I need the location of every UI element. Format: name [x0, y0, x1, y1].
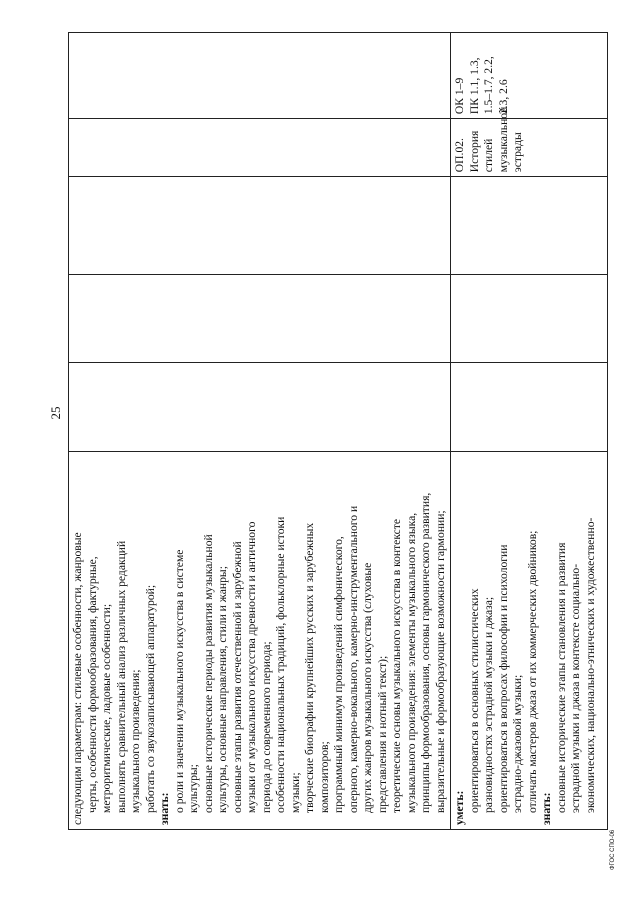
- content-line: черты, особенности формообразования, фактурные,: [85, 556, 99, 813]
- content-line: знать:: [540, 792, 553, 825]
- table-row: [451, 33, 608, 830]
- content-line: эстрадно-джазовой музыки;: [511, 674, 524, 813]
- content-cell: [69, 451, 451, 829]
- competency-cell: [69, 33, 451, 119]
- competency-cell: ОК 1–9 ПК 1.1, 1.3, 1.5–1.7, 2.2, 2.3, 2.6: [451, 33, 608, 119]
- content-line: основные исторические периоды развития музыкальной: [201, 534, 215, 813]
- content-line: ориентироваться в основных стилистических: [467, 588, 481, 813]
- content-line: культуры, основные направления, стили и жанры;: [216, 566, 229, 813]
- content-line: разновидностях эстрадной музыки и джаза;: [482, 596, 495, 813]
- content-line: особенности национальных традиций, фольклорные истоки: [274, 516, 287, 813]
- content-line: экономических, национально-этнических и художественно-: [583, 517, 597, 813]
- content-line: музыкального произведения;: [129, 669, 142, 813]
- empty-cell: [451, 177, 608, 275]
- content-line: принципы формообразования, основы гармонического развития,: [419, 492, 432, 813]
- content-line: ориентироваться в вопросах философии и психологии: [496, 544, 510, 813]
- content-line: уметь:: [453, 790, 466, 825]
- content-line: других жанров музыкального искусства (слуховые: [361, 562, 374, 813]
- content-line: творческие биографии крупнейших русских и зарубежных: [303, 522, 316, 813]
- content-line: метроритмические, ладовые особенности;: [100, 603, 113, 813]
- empty-cell: [69, 119, 451, 177]
- table-row: [69, 33, 451, 830]
- empty-cell: [451, 275, 608, 363]
- content-line: следующим параметрам: стилевые особенности, жанровые: [71, 532, 84, 825]
- content-line: музыки;: [288, 772, 302, 813]
- content-line: оперного, камерно-вокального, камерно-инструментального и: [346, 505, 360, 813]
- content-line: музыки от музыкального искусства древности и античного: [245, 521, 258, 813]
- content-line: работать со звукозаписывающей аппаратурой;: [143, 584, 157, 813]
- content-line: музыкального произведения: элементы музыкального языка,: [404, 512, 418, 813]
- page-number: 25: [48, 406, 63, 420]
- content-line: знать:: [158, 792, 171, 825]
- content-line: композиторов;: [317, 741, 331, 813]
- empty-cell: [69, 363, 451, 451]
- discipline-cell: ОП.02. История стилей музыкальной эстрады: [451, 119, 608, 177]
- content-line: отличать мастеров джаза от их коммерческих двойников;: [525, 530, 539, 813]
- content-line: выразительные и формообразующие возможности гармонии;: [433, 510, 447, 813]
- empty-cell: [69, 275, 451, 363]
- content-line: эстрадной музыки и джаза в контексте социально-: [569, 563, 582, 813]
- content-line: программный минимум произведений симфонического,: [332, 536, 345, 813]
- content-line: основные исторические этапы становления и развития: [554, 542, 568, 813]
- content-line: теоретические основы музыкального искусства в контексте: [390, 518, 403, 813]
- rotated-table-frame: [68, 32, 608, 830]
- empty-cell: [451, 363, 608, 451]
- content-line: о роли и значении музыкального искусства в системе: [172, 549, 186, 813]
- content-line: выполнять сравнительный анализ различных редакций: [114, 540, 128, 813]
- empty-cell: [69, 177, 451, 275]
- content-line: представления и нотный текст);: [375, 655, 389, 813]
- content-line: основные этапы развития отечественной и зарубежной: [230, 541, 244, 813]
- content-line: культуры;: [187, 764, 200, 813]
- competency-table: [68, 32, 608, 830]
- content-cell: [451, 451, 608, 829]
- footer-code: ФГОС СПО-06: [610, 829, 616, 870]
- content-line: периода до современного периода;: [259, 641, 273, 813]
